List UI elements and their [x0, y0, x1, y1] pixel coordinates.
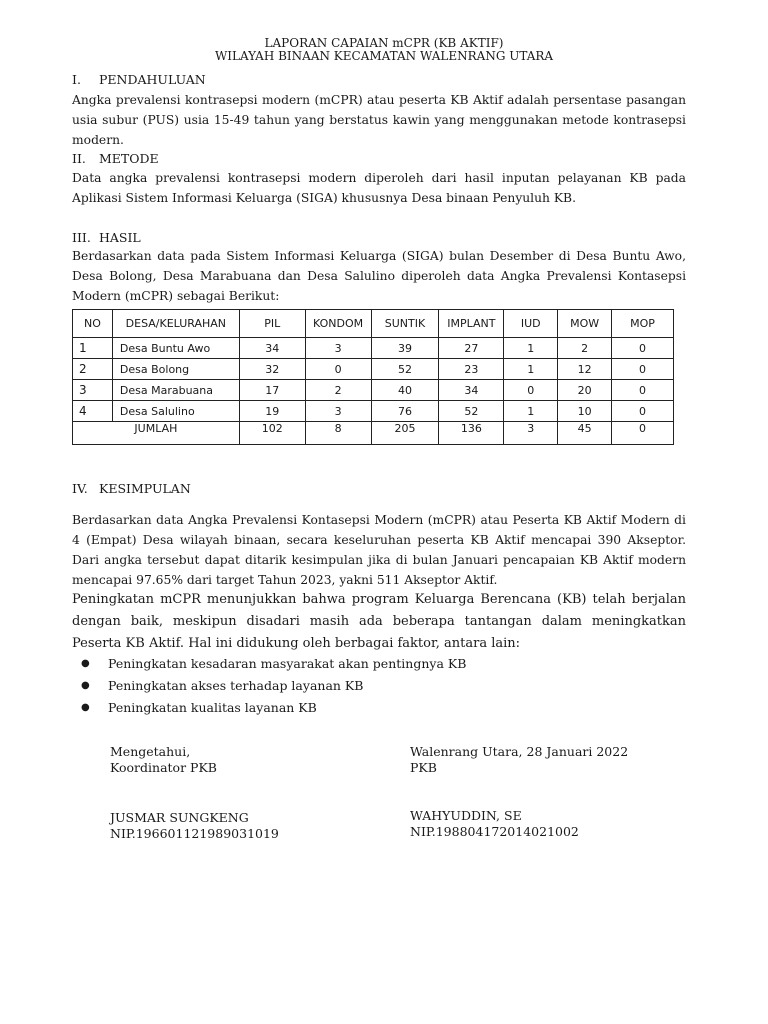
signature-right-header [410, 744, 628, 776]
table-row [73, 359, 674, 380]
cell-pil: 17 [239, 380, 305, 401]
list-item-text: Peningkatan kesadaran masyarakat akan pentingnya KB [108, 656, 467, 671]
section-title: METODE [99, 151, 159, 166]
list-item [72, 697, 672, 719]
section-result-heading [72, 230, 141, 245]
signature-right-nip: NIP.198804172014021002 [410, 824, 579, 839]
table-row [73, 338, 674, 359]
signature-right-place-date: Walenrang Utara, 28 Januari 2022 [410, 744, 629, 759]
table-header-row [73, 310, 674, 338]
cell-total-suntik: 205 [371, 422, 439, 445]
header-mow: MOW [558, 310, 612, 338]
cell-mop: 0 [612, 338, 674, 359]
section-conclusion-heading [72, 481, 191, 496]
document-title-line-1: LAPORAN CAPAIAN mCPR (KB AKTIF) [264, 36, 504, 50]
cell-desa: Desa Marabuana [112, 380, 239, 401]
cell-mow: 10 [558, 401, 612, 422]
cell-kondom: 2 [305, 380, 371, 401]
cell-suntik: 52 [371, 359, 439, 380]
cell-mow: 12 [558, 359, 612, 380]
header-iud: IUD [504, 310, 558, 338]
cell-suntik: 39 [371, 338, 439, 359]
signature-right-name: WAHYUDDIN, SE [410, 808, 522, 823]
cell-pil: 34 [239, 338, 305, 359]
header-kondom: KONDOM [305, 310, 371, 338]
cell-desa: Desa Bolong [112, 359, 239, 380]
section-title: KESIMPULAN [99, 481, 191, 496]
signature-left-block [110, 810, 279, 842]
cell-kondom: 3 [305, 338, 371, 359]
list-item [72, 653, 672, 675]
section-conclusion-text-2: Peningkatan mCPR menunjukkan bahwa program Keluarga Berencana (KB) telah berjalan dengan baik, meskipun disadari masih ada beberapa tantangan dalam meningkatkan Peserta KB Aktif. Hal ini didukung oleh berbagai faktor, antara lain: [72, 592, 686, 651]
header-desa: DESA/KELURAHAN [112, 310, 239, 338]
cell-total-iud: 3 [504, 422, 558, 445]
section-intro-text: Angka prevalensi kontrasepsi modern (mCPR) atau peserta KB Aktif adalah persentase pasangan usia subur (PUS) usia 15-49 tahun yang berstatus kawin yang menggunakan metode kontrasepsi modern. [72, 93, 686, 147]
header-suntik: SUNTIK [371, 310, 439, 338]
signature-left-line1: Mengetahui, [110, 744, 191, 759]
signature-left-nip: NIP.196601121989031019 [110, 826, 279, 841]
cell-iud: 0 [504, 380, 558, 401]
cell-iud: 1 [504, 359, 558, 380]
list-item-text: Peningkatan kualitas layanan KB [108, 700, 317, 715]
cell-no: 3 [73, 380, 113, 401]
section-intro-heading [72, 72, 206, 87]
bullet-icon: ● [81, 702, 90, 713]
cell-desa: Desa Buntu Awo [112, 338, 239, 359]
factor-list [72, 653, 672, 719]
cell-total-mow: 45 [558, 422, 612, 445]
cell-total-kondom: 8 [305, 422, 371, 445]
cell-mop: 0 [612, 401, 674, 422]
signature-left-role: Koordinator PKB [110, 760, 217, 775]
header-no: NO [73, 310, 113, 338]
list-item [72, 675, 672, 697]
cell-pil: 19 [239, 401, 305, 422]
cell-kondom: 3 [305, 401, 371, 422]
header-implant: IMPLANT [439, 310, 504, 338]
cell-suntik: 40 [371, 380, 439, 401]
cell-pil: 32 [239, 359, 305, 380]
cell-no: 4 [73, 401, 113, 422]
section-method-heading [72, 151, 159, 166]
section-result-text: Berdasarkan data pada Sistem Informasi Keluarga (SIGA) bulan Desember di Desa Buntu Awo, Desa Bolong, Desa Marabuana dan Desa Salulino diperoleh data Angka Prevalensi Kontasepsi Modern (mCPR) sebagai Berikut: [72, 249, 686, 303]
bullet-icon: ● [81, 680, 90, 691]
cell-kondom: 0 [305, 359, 371, 380]
cell-implant: 34 [439, 380, 504, 401]
signature-left-header [110, 744, 217, 776]
cell-total-mop: 0 [612, 422, 674, 445]
cell-implant: 27 [439, 338, 504, 359]
section-number: II. [72, 151, 86, 166]
cell-total-pil: 102 [239, 422, 305, 445]
section-number: I. [72, 72, 81, 87]
kb-data-table [72, 309, 674, 445]
table-total-row [73, 422, 674, 445]
cell-implant: 52 [439, 401, 504, 422]
signature-right-role: PKB [410, 760, 437, 775]
section-method-text: Data angka prevalensi kontrasepsi modern diperoleh dari hasil inputan pelayanan KB pada Aplikasi Sistem Informasi Keluarga (SIGA) khususnya Desa binaan Penyuluh KB. [72, 171, 686, 205]
section-title: PENDAHULUAN [99, 72, 206, 87]
document-title-line-2: WILAYAH BINAAN KECAMATAN WALENRANG UTARA [214, 49, 554, 63]
list-item-text: Peningkatan akses terhadap layanan KB [108, 678, 364, 693]
cell-iud: 1 [504, 338, 558, 359]
cell-iud: 1 [504, 401, 558, 422]
cell-mop: 0 [612, 380, 674, 401]
cell-total-implant: 136 [439, 422, 504, 445]
cell-implant: 23 [439, 359, 504, 380]
cell-mop: 0 [612, 359, 674, 380]
table-row [73, 401, 674, 422]
header-mop: MOP [612, 310, 674, 338]
cell-mow: 2 [558, 338, 612, 359]
section-title: HASIL [99, 230, 141, 245]
bullet-icon: ● [81, 658, 90, 669]
cell-no: 1 [73, 338, 113, 359]
cell-mow: 20 [558, 380, 612, 401]
signature-right-block [410, 808, 579, 840]
table-row [73, 380, 674, 401]
section-conclusion-text-1: Berdasarkan data Angka Prevalensi Kontasepsi Modern (mCPR) atau Peserta KB Aktif Modern di 4 (Empat) Desa wilayah binaan, secara keseluruhan peserta KB Aktif mencapai 390 Akseptor. Dari angka tersebut dapat ditarik kesimpulan jika di bulan Januari pencapaian KB Aktif modern mencapai 97.65% dari target Tahun 2023, yakni 511 Akseptor Aktif. [72, 513, 686, 587]
cell-suntik: 76 [371, 401, 439, 422]
header-pil: PIL [239, 310, 305, 338]
section-number: IV. [72, 481, 88, 496]
cell-desa: Desa Salulino [112, 401, 239, 422]
cell-no: 2 [73, 359, 113, 380]
section-number: III. [72, 230, 91, 245]
cell-total-label: JUMLAH [73, 422, 240, 445]
signature-left-name: JUSMAR SUNGKENG [110, 810, 249, 825]
